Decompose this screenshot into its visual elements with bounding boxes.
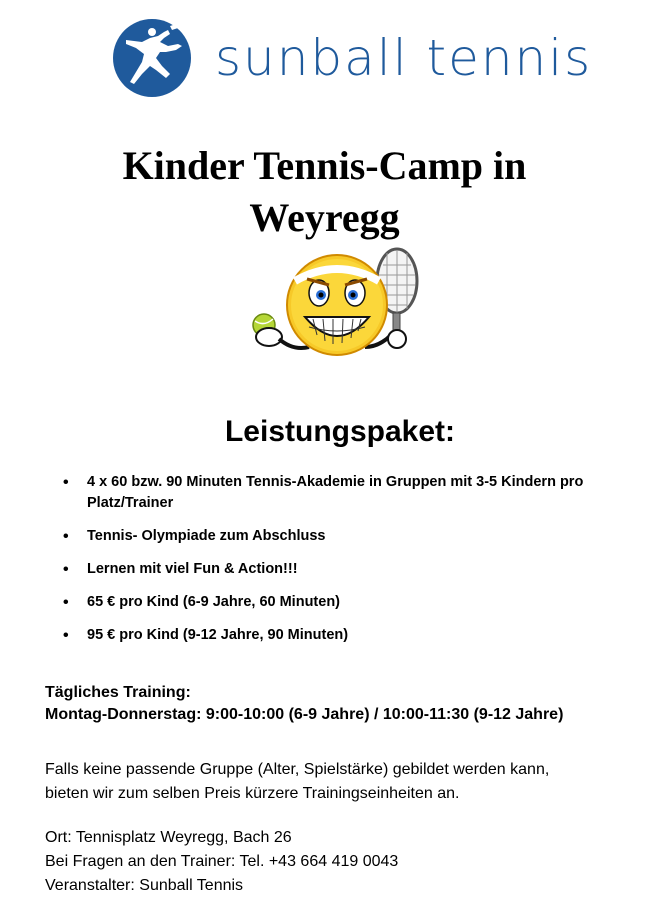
package-list <box>60 472 620 658</box>
list-item: • Tennis- Olympiade zum Abschluss <box>60 526 620 547</box>
tennis-player-silhouette-icon <box>112 18 192 98</box>
smiley-tennis-player-icon <box>247 243 427 368</box>
group-note <box>45 758 645 806</box>
package-heading: Leistungspaket: <box>224 415 456 448</box>
title-line-1: Kinder Tennis-Camp in <box>122 143 527 188</box>
brand-name: sunball tennis <box>215 29 593 87</box>
training-heading: Tägliches Training: <box>45 684 191 701</box>
phone-text: Bei Fragen an den Trainer: Tel. +43 664 419 0043 <box>45 853 399 870</box>
sunball-logo <box>112 18 593 100</box>
note-line-2: bieten wir zum selben Preis kürzere Trainingseinheiten an. <box>45 785 460 802</box>
training-schedule: Montag-Donnerstag: 9:00-10:00 (6-9 Jahre) / 10:00-11:30 (9-12 Jahre) <box>45 706 564 723</box>
list-item: • 95 € pro Kind (9-12 Jahre, 90 Minuten) <box>60 625 620 646</box>
organizer-text: Veranstalter: Sunball Tennis <box>45 877 244 894</box>
list-item: • 4 x 60 bzw. 90 Minuten Tennis-Akademie in Gruppen mit 3-5 Kindern pro Platz/Trainer <box>60 472 620 514</box>
contact-section <box>45 826 645 898</box>
list-item: • 65 € pro Kind (6-9 Jahre, 60 Minuten) <box>60 592 620 613</box>
location-text: Ort: Tennisplatz Weyregg, Bach 26 <box>45 829 292 846</box>
note-line-1: Falls keine passende Gruppe (Alter, Spielstärke) gebildet werden kann, <box>45 761 550 778</box>
page-title <box>0 140 649 244</box>
title-line-2: Weyregg <box>249 195 400 240</box>
list-item: • Lernen mit viel Fun & Action!!! <box>60 559 620 580</box>
training-section <box>45 682 645 726</box>
